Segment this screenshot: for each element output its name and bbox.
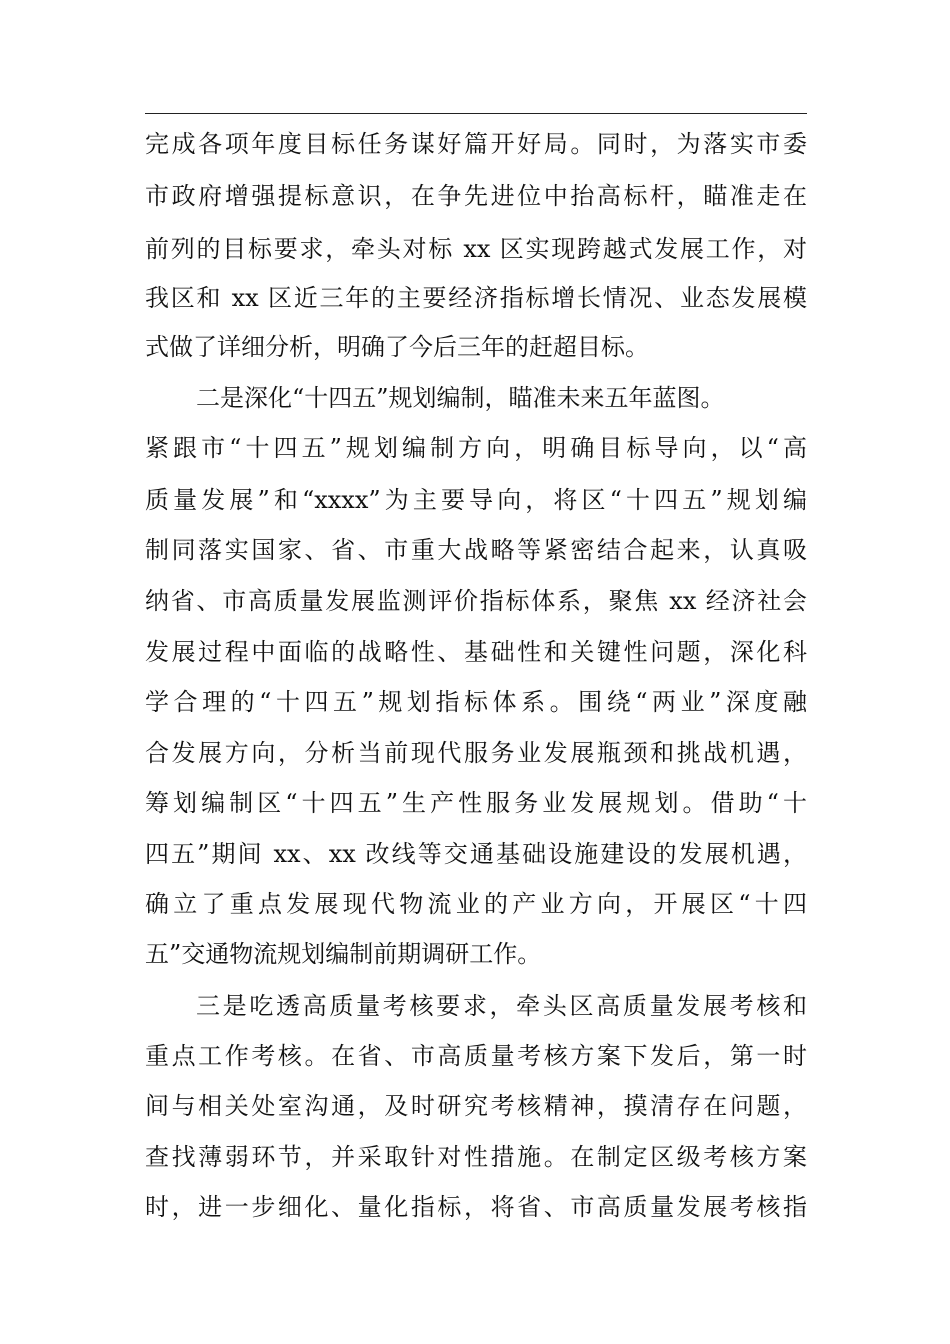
text-line: 紧跟市“十四五”规划编制方向，明确目标导向，以“高	[145, 434, 807, 462]
text-line: 发展过程中面临的战略性、基础性和关键性问题，深化科	[145, 638, 807, 666]
text-line: 制同落实国家、省、市重大战略等紧密结合起来，认真吸	[145, 536, 807, 564]
text-line: 查找薄弱环节，并采取针对性措施。在制定区级考核方案	[145, 1143, 807, 1171]
text-line: 确立了重点发展现代物流业的产业方向，开展区“十四	[145, 890, 807, 918]
paragraph-start-line: 三是吃透高质量考核要求，牵头区高质量发展考核和	[196, 992, 807, 1020]
text-line: 质量发展”和“xxxx”为主要导向，将区“十四五”规划编	[145, 486, 807, 514]
header-rule	[145, 113, 807, 114]
text-line: 筹划编制区“十四五”生产性服务业发展规划。借助“十	[145, 789, 807, 817]
text-line: 五”交通物流规划编制前期调研工作。	[145, 940, 542, 968]
text-line: 重点工作考核。在省、市高质量考核方案下发后，第一时	[145, 1042, 807, 1070]
text-line: 纳省、市高质量发展监测评价指标体系，聚焦 xx 经济社会	[145, 587, 807, 615]
text-line: 学合理的“十四五”规划指标体系。围绕“两业”深度融	[145, 688, 807, 716]
text-line: 时，进一步细化、量化指标，将省、市高质量发展考核指	[145, 1193, 807, 1221]
text-line: 四五”期间 xx、xx 改线等交通基础设施建设的发展机遇，	[145, 840, 807, 868]
text-line: 前列的目标要求，牵头对标 xx 区实现跨越式发展工作，对	[145, 235, 807, 263]
text-line: 我区和 xx 区近三年的主要经济指标增长情况、业态发展模	[145, 284, 807, 312]
text-line: 市政府增强提标意识，在争先进位中抬高标杆，瞄准走在	[145, 182, 807, 210]
text-line: 合发展方向，分析当前现代服务业发展瓶颈和挑战机遇，	[145, 739, 807, 767]
text-line: 完成各项年度目标任务谋好篇开好局。同时，为落实市委	[145, 130, 807, 158]
paragraph-start-line: 二是深化“十四五”规划编制，瞄准未来五年蓝图。	[196, 384, 725, 412]
text-line: 式做了详细分析，明确了今后三年的赶超目标。	[145, 333, 649, 361]
text-line: 间与相关处室沟通，及时研究考核精神，摸清存在问题，	[145, 1092, 807, 1120]
